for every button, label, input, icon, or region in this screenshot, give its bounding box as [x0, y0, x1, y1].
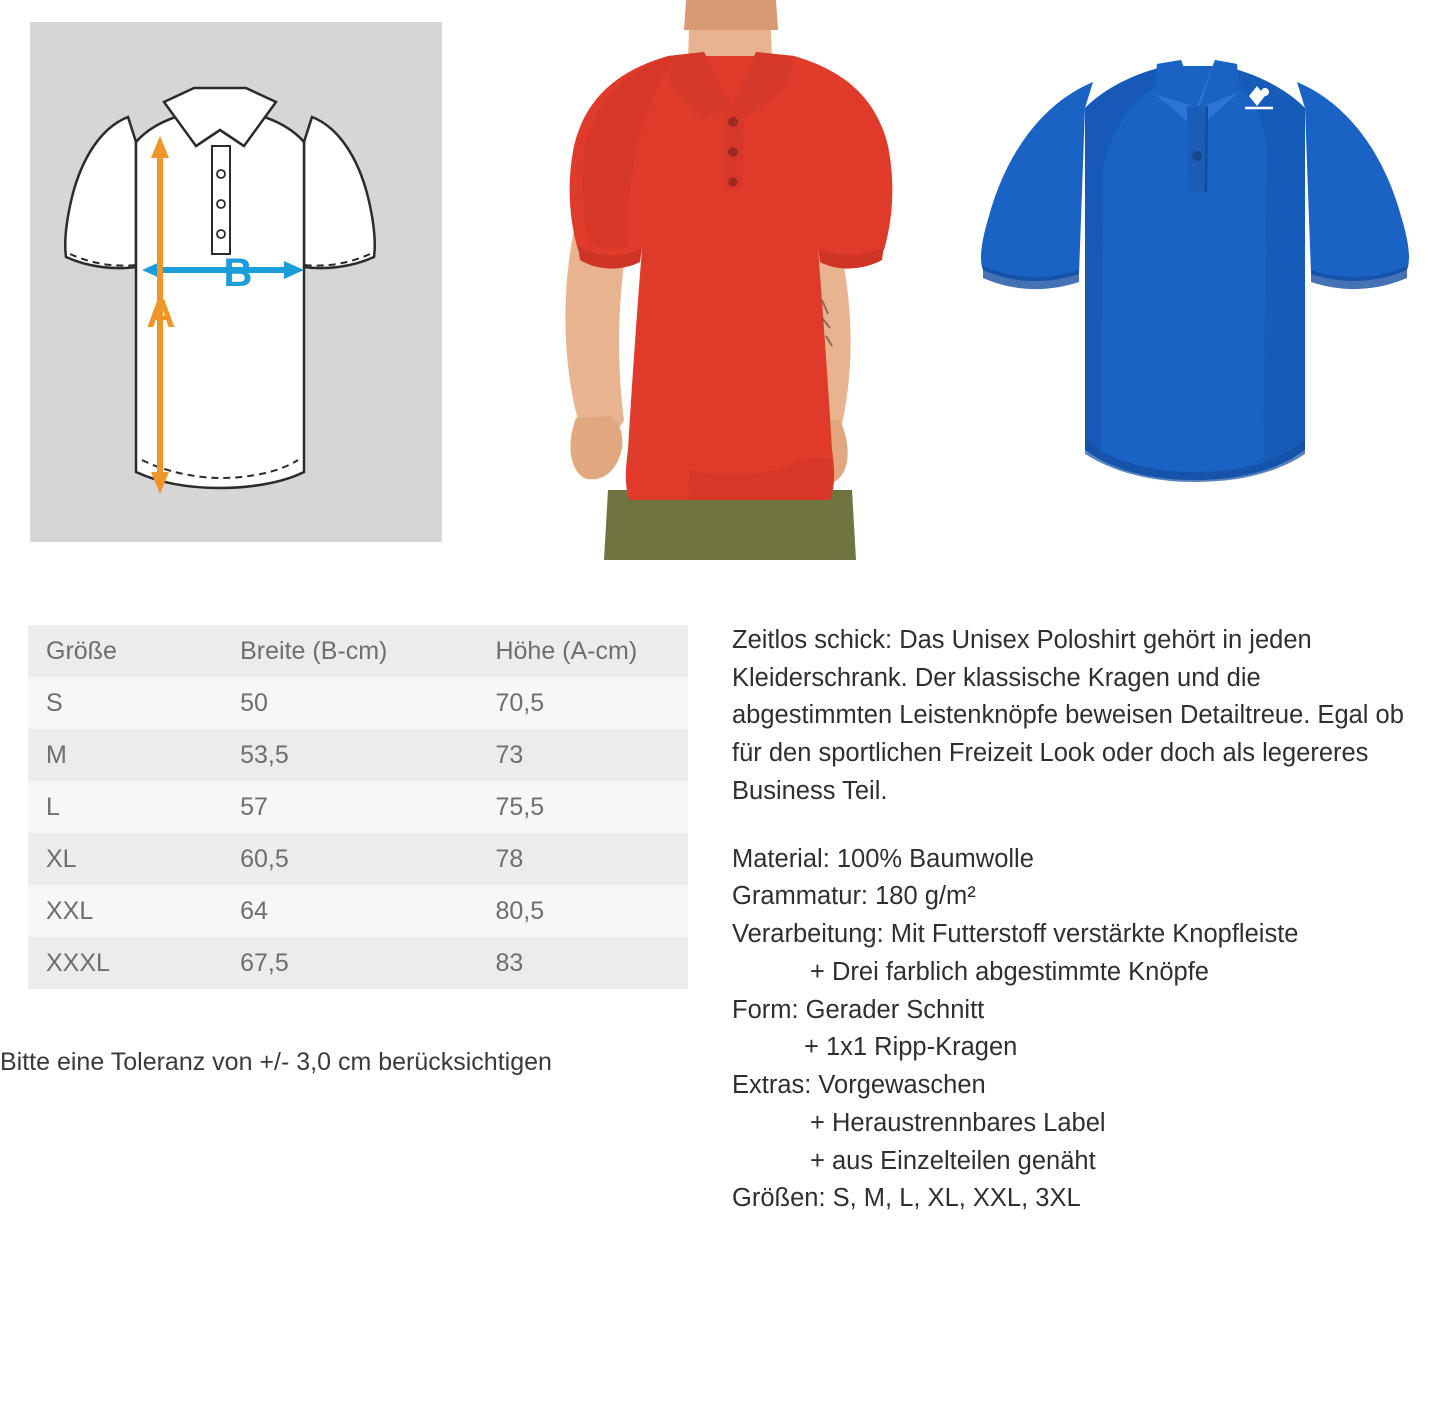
description-extras: Extras: Vorgewaschen [732, 1071, 986, 1100]
product-description [732, 622, 1412, 1218]
description-extras-item1: + Heraustrennbares Label [810, 1108, 1106, 1137]
cell-size: M [28, 729, 222, 781]
cell-height: 70,5 [477, 677, 688, 729]
cell-size: XXXL [28, 937, 222, 989]
cell-height: 78 [477, 833, 688, 885]
description-weight: Grammatur: 180 g/m² [732, 882, 976, 911]
header-width: Breite (B-cm) [222, 625, 477, 677]
model-wearing-red-polo-illustration [500, 0, 960, 560]
cell-size: XL [28, 833, 222, 885]
description-extras-item2: + aus Einzelteilen genäht [810, 1146, 1096, 1175]
spacer [732, 811, 1412, 841]
cell-width: 57 [222, 781, 477, 833]
table-row [28, 677, 688, 729]
cell-height: 80,5 [477, 885, 688, 937]
description-form-extra: + 1x1 Ripp-Kragen [804, 1033, 1018, 1062]
cell-width: 67,5 [222, 937, 477, 989]
measurement-diagram-panel [30, 22, 442, 542]
product-image-row [0, 0, 1438, 580]
blue-polo-shirt-illustration [975, 30, 1415, 530]
cell-height: 73 [477, 729, 688, 781]
cell-height: 83 [477, 937, 688, 989]
description-processing: Verarbeitung: Mit Futterstoff verstärkte Knopfleiste [732, 920, 1299, 949]
product-photo [975, 30, 1415, 530]
tolerance-note: Bitte eine Toleranz von +/- 3,0 cm berücksichtigen [0, 1048, 552, 1076]
table-row [28, 729, 688, 781]
table-row [28, 885, 688, 937]
cell-width: 50 [222, 677, 477, 729]
cell-width: 53,5 [222, 729, 477, 781]
cell-size: S [28, 677, 222, 729]
description-form: Form: Gerader Schnitt [732, 995, 985, 1024]
width-label: B [223, 251, 253, 295]
table-row [28, 937, 688, 989]
table-header-row [28, 625, 688, 677]
cell-width: 60,5 [222, 833, 477, 885]
header-size: Größe [28, 625, 222, 677]
model-photo [500, 0, 960, 560]
polo-measurement-diagram [30, 22, 442, 542]
cell-size: XXL [28, 885, 222, 937]
description-processing-extra: + Drei farblich abgestimmte Knöpfe [810, 957, 1209, 986]
table-row [28, 833, 688, 885]
cell-height: 75,5 [477, 781, 688, 833]
description-sizes: Größen: S, M, L, XL, XXL, 3XL [732, 1184, 1081, 1213]
height-label: A [146, 292, 176, 336]
cell-width: 64 [222, 885, 477, 937]
size-table [28, 625, 688, 989]
table-row [28, 781, 688, 833]
description-intro: Zeitlos schick: Das Unisex Poloshirt gehört in jeden Kleiderschrank. Der klassische Kragen und die abgestimmten Leistenknöpfe beweisen Detailtreue. Egal ob für den sportlichen Freizeit Look oder doch als legereres Business Teil. [732, 626, 1404, 805]
header-height: Höhe (A-cm) [477, 625, 688, 677]
cell-size: L [28, 781, 222, 833]
description-material: Material: 100% Baumwolle [732, 844, 1034, 873]
